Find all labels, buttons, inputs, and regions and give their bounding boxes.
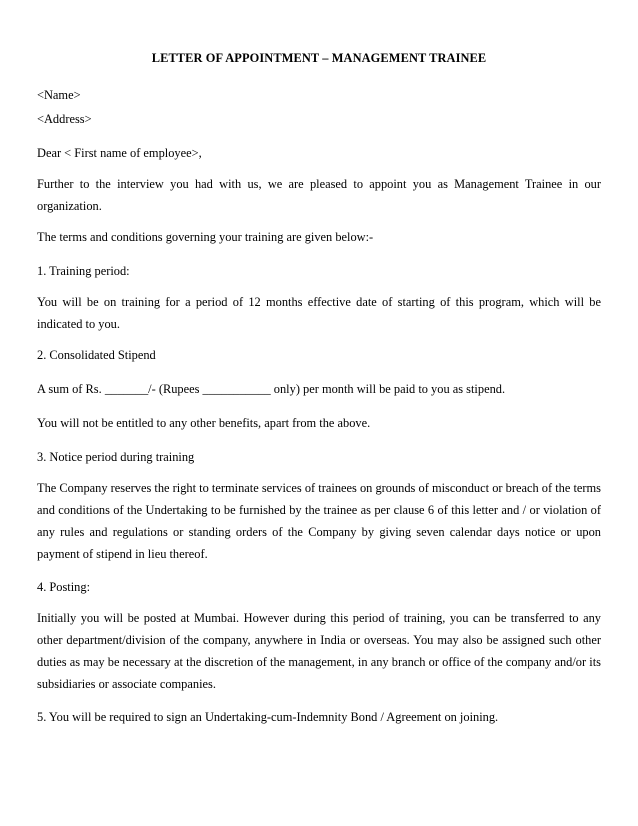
bond-clause: 5. You will be required to sign an Undertaking-cum-Indemnity Bond / Agreement on joining. <box>37 710 499 724</box>
letter-title: LETTER OF APPOINTMENT – MANAGEMENT TRAINEE <box>151 51 487 65</box>
posting-body: Initially you will be posted at Mumbai. However during this period of training, you can be transferred to any other department/division of the company, anywhere in India or overseas. You may also be assigned such other duties as may be necessary at the discretion of the management, in any branch or office of the company and/or its subsidiaries or associate companies. <box>37 611 601 691</box>
recipient-address: <Address> <box>37 112 92 126</box>
training-period-body: You will be on training for a period of 12 months effective date of starting of this program, which will be indicated to you. <box>37 295 601 331</box>
stipend-note: You will not be entitled to any other benefits, apart from the above. <box>37 416 371 430</box>
intro-paragraph: Further to the interview you had with us, we are pleased to appoint you as Management Trainee in our organization. <box>37 177 601 213</box>
notice-body: The Company reserves the right to terminate services of trainees on grounds of misconduct or breach of the terms and conditions of the Undertaking to be furnished by the trainee as per clause 6 of this letter and / or violation of any rules and regulations or standing orders of the Company by giving seven calendar days notice or upon payment of stipend in lieu thereof. <box>37 481 601 561</box>
training-period-heading: 1. Training period: <box>37 264 130 278</box>
terms-intro: The terms and conditions governing your training are given below:- <box>37 230 374 244</box>
stipend-body: A sum of Rs. _______/- (Rupees ___________ only) per month will be paid to you as stipend. <box>37 382 506 396</box>
posting-heading: 4. Posting: <box>37 580 91 594</box>
recipient-name: <Name> <box>37 88 81 102</box>
salutation: Dear < First name of employee>, <box>37 146 202 160</box>
notice-heading: 3. Notice period during training <box>37 450 195 464</box>
stipend-heading: 2. Consolidated Stipend <box>37 348 156 362</box>
